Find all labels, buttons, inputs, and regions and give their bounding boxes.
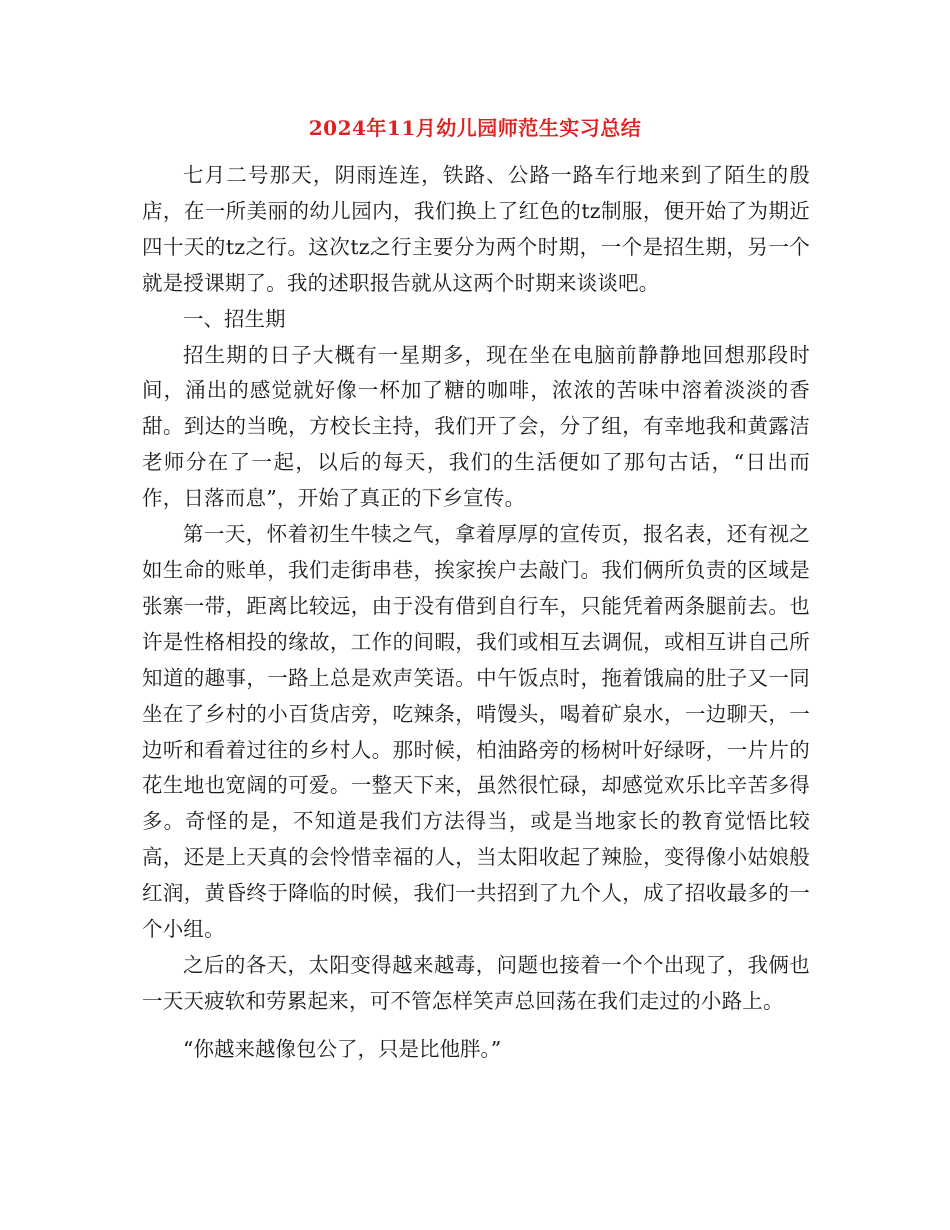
section-heading-enrollment: 一、招生期 [183, 306, 286, 331]
paragraph-quote: “你越来越像包公了，只是比他胖。” [183, 1036, 502, 1061]
paragraph-following-days: 之后的各天，太阳变得越来越毒，问题也接着一个个出现了，我俩也一天天疲软和劳累起来，可不管怎样笑声总回荡在我们走过的小路上。 [142, 952, 810, 1013]
page-title: 2024年11月幼儿园师范生实习总结 [308, 116, 642, 140]
paragraph-first-day: 第一天，怀着初生牛犊之气，拿着厚厚的宣传页，报名表，还有视之如生命的账单，我们走街串巷，挨家挨户去敲门。我们俩所负责的区域是张寨一带，距离比较远，由于没有借到自行车，只能凭着两条腿前去。也许是性格相投的缘故，工作的间暇，我们或相互去调侃，或相互讲自己所知道的趣事，一路上总是欢声笑语。中午饭点时，拖着饿扁的肚子又一同坐在了乡村的小百货店旁，吃辣条，啃馒头，喝着矿泉水，一边聊天，一边听和看着过往的乡村人。那时候，柏油路旁的杨树叶好绿呀，一片片的花生地也宽阔的可爱。一整天下来，虽然很忙碌，却感觉欢乐比辛苦多得多。奇怪的是，不知道是我们方法得当，或是当地家长的教育觉悟比较高，还是上天真的会怜惜幸福的人，当太阳收起了辣脸，变得像小姑娘般红润，黄昏终于降临的时候，我们一共招到了九个人，成了招收最多的一个小组。 [142, 522, 810, 942]
paragraph-intro: 七月二号那天，阴雨连连，铁路、公路一路车行地来到了陌生的殷店，在一所美丽的幼儿园内，我们换上了红色的tz制服，便开始了为期近四十天的tz之行。这次tz之行主要分为两个时期，一个是招生期，另一个就是授课期了。我的述职报告就从这两个时期来谈谈吧。 [142, 163, 810, 295]
document-body [142, 158, 810, 1068]
paragraph-enrollment-period: 招生期的日子大概有一星期多，现在坐在电脑前静静地回想那段时间，涌出的感觉就好像一杯加了糖的咖啡，浓浓的苦味中溶着淡淡的香甜。到达的当晚，方校长主持，我们开了会，分了组，有幸地我和黄露洁老师分在了一起，以后的每天，我们的生活便如了那句古话，“日出而作，日落而息”，开始了真正的下乡宣传。 [142, 342, 810, 511]
